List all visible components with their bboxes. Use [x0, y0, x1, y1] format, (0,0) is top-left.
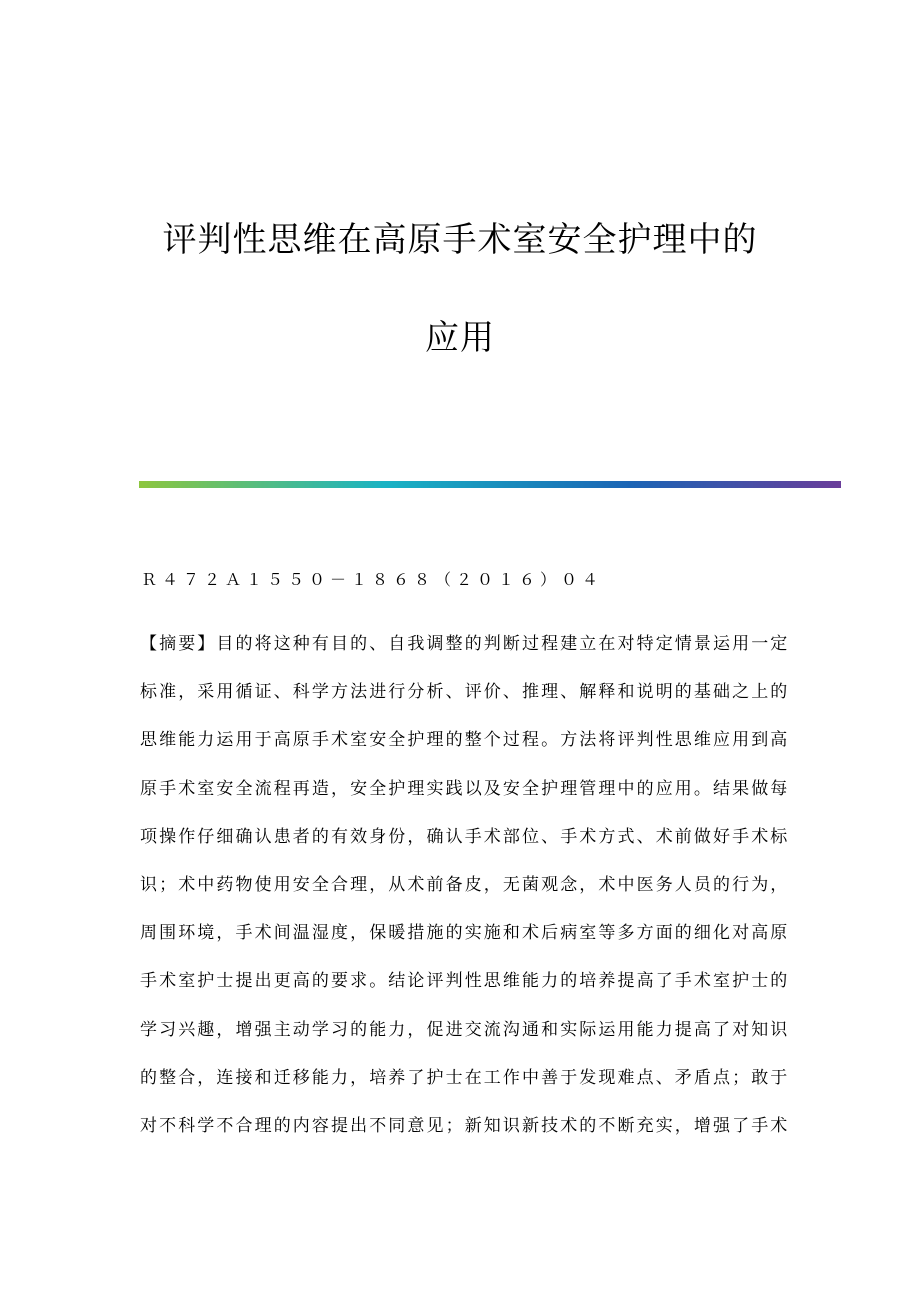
gradient-divider — [139, 481, 841, 488]
abstract-line: 【摘要】目的将这种有目的、自我调整的判断过程建立在对特定情景运用一定 — [140, 634, 790, 654]
abstract-line: 周围环境，手术间温湿度，保暖措施的实施和术后病室等多方面的细化对高原 — [140, 923, 790, 944]
classification-code: Ｒ４７２Ａ１５５０－１８６８（２０１６）０４ — [141, 570, 604, 589]
abstract-line: 标准，采用循证、科学方法进行分析、评价、推理、解释和说明的基础之上的 — [140, 682, 790, 703]
abstract-line: 手术室护士提出更高的要求。结论评判性思维能力的培养提高了手术室护士的 — [140, 971, 790, 992]
abstract-line: 学习兴趣，增强主动学习的能力，促进交流沟通和实际运用能力提高了对知识 — [140, 1019, 790, 1040]
abstract-line: 识；术中药物使用安全合理，从术前备皮，无菌观念，术中医务人员的行为， — [140, 874, 790, 895]
title-line-1: 评判性思维在高原手术室安全护理中的 — [162, 220, 758, 260]
abstract-line: 项操作仔细确认患者的有效身份，确认手术部位、手术方式、术前做好手术标 — [140, 826, 790, 847]
abstract-line: 的整合，连接和迁移能力，培养了护士在工作中善于发现难点、矛盾点；敢于 — [140, 1067, 790, 1088]
abstract-line: 思维能力运用于高原手术室安全护理的整个过程。方法将评判性思维应用到高 — [140, 730, 790, 751]
abstract-line: 对不科学不合理的内容提出不同意见；新知识新技术的不断充实，增强了手术 — [140, 1115, 790, 1136]
abstract-line: 原手术室安全流程再造，安全护理实践以及安全护理管理中的应用。结果做每 — [140, 778, 790, 799]
title-line-2: 应用 — [425, 318, 495, 358]
abstract-paragraph — [140, 620, 790, 1150]
